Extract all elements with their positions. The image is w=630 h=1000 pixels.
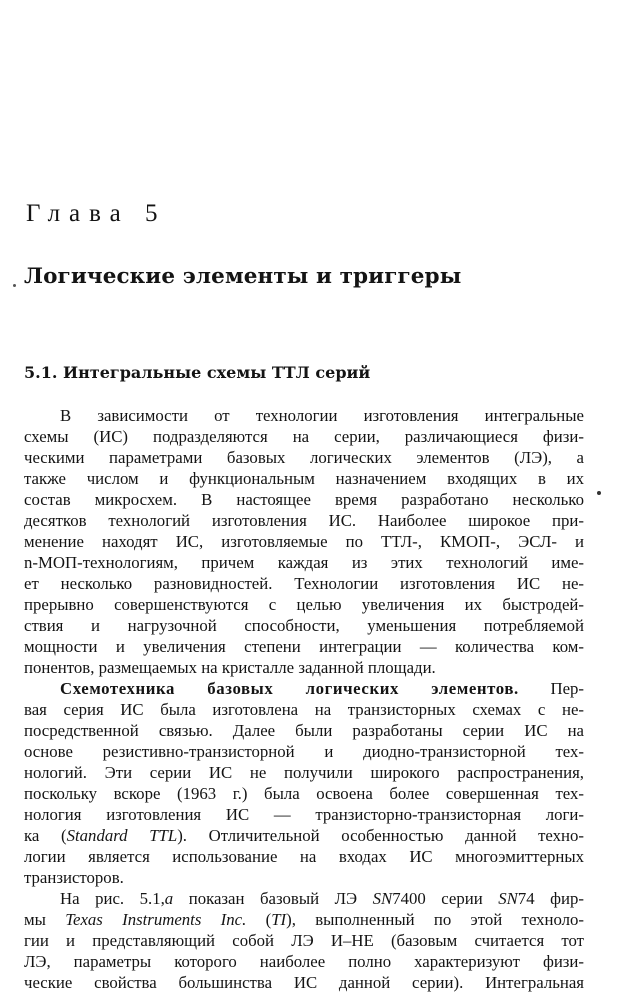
text-line: понентов, размещаемых на кристалле заданной площади. — [24, 658, 436, 677]
text-line: поскольку вскоре (1963 г.) была освоена более совершенная тех- — [24, 784, 584, 803]
text-fragment: ), выполненный по этой техноло- — [286, 910, 584, 929]
text-line — [24, 888, 584, 909]
text-fragment: На рис. 5.1, — [60, 889, 165, 908]
text-line: мощности и увеличения степени интеграции — количества ком- — [24, 637, 584, 656]
text-line: посредственной связью. Далее были разработаны серии ИС на — [24, 721, 584, 740]
text-line: также числом и функциональным назначением входящих в их — [24, 469, 584, 488]
run-in-heading: Схемотехника базовых логических элементов. — [60, 679, 519, 698]
italic-term: SN — [372, 889, 393, 908]
margin-dot — [597, 491, 601, 495]
text-line: ствия и нагрузочной способности, уменьшения потребляемой — [24, 616, 584, 635]
chapter-title: Логические элементы и триггеры — [24, 264, 462, 289]
text-fragment: мы — [24, 910, 66, 929]
text-fragment: Пер- — [550, 679, 584, 698]
text-fragment: ка ( — [24, 826, 67, 845]
text-fragment: ). Отличительной особенностью данной техно- — [177, 826, 585, 845]
text-line: В зависимости от технологии изготовления интегральные — [60, 406, 584, 425]
italic-term: а — [164, 889, 174, 908]
text-line: основе резистивно-транзисторной и диодно-транзисторной тех- — [24, 742, 584, 761]
italic-term: Standard TTL — [66, 826, 178, 845]
text-fragment: ( — [246, 910, 272, 929]
text-line: ческие свойства большинства ИС данной серии). Интегральная — [24, 973, 584, 992]
text-fragment: 7400 серии — [392, 889, 499, 908]
text-line: нологий. Эти серии ИС не получили широкого распространения, — [24, 763, 584, 782]
text-fragment: 74 фир- — [517, 889, 584, 908]
italic-term: TI — [271, 910, 287, 929]
text-line: прерывно совершенствуются с целью увеличения их быстродей- — [24, 595, 584, 614]
text-line — [24, 825, 584, 846]
text-line: логии является использование на входах ИС многоэмиттерных — [24, 847, 584, 866]
text-line: ет несколько разновидностей. Технологии изготовления ИС не- — [24, 574, 584, 593]
text-line — [24, 678, 584, 699]
text-line: состав микросхем. В настоящее время разработано несколько — [24, 490, 584, 509]
ink-speck — [13, 284, 16, 287]
text-line: транзисторов. — [24, 868, 124, 887]
text-line: n-МОП-технологиям, причем каждая из этих технологий име- — [24, 553, 584, 572]
body-text — [24, 405, 584, 993]
text-line: менение находят ИС, изготовляемые по ТТЛ-, КМОП-, ЭСЛ- и — [24, 532, 584, 551]
text-line — [24, 909, 584, 930]
italic-term: SN — [498, 889, 518, 908]
text-fragment: показан базовый ЛЭ — [173, 889, 373, 908]
text-line: схемы (ИС) подразделяются на серии, различающиеся физи- — [24, 427, 584, 446]
italic-term: Texas Instruments Inc. — [65, 910, 247, 929]
text-line: ЛЭ, параметры которого наиболее полно характеризуют физи- — [24, 952, 584, 971]
text-line: десятков технологий изготовления ИС. Наиболее широкое при- — [24, 511, 584, 530]
text-line: ческими параметрами базовых логических элементов (ЛЭ), а — [24, 448, 584, 467]
text-line: гии и представляющий собой ЛЭ И–НЕ (базовым считается тот — [24, 931, 584, 950]
section-title: 5.1. Интегральные схемы ТТЛ серий — [24, 363, 371, 382]
chapter-label: Глава 5 — [26, 200, 167, 227]
text-line: вая серия ИС была изготовлена на транзисторных схемах с не- — [24, 700, 584, 719]
text-line: нология изготовления ИС — транзисторно-транзисторная логи- — [24, 805, 584, 824]
